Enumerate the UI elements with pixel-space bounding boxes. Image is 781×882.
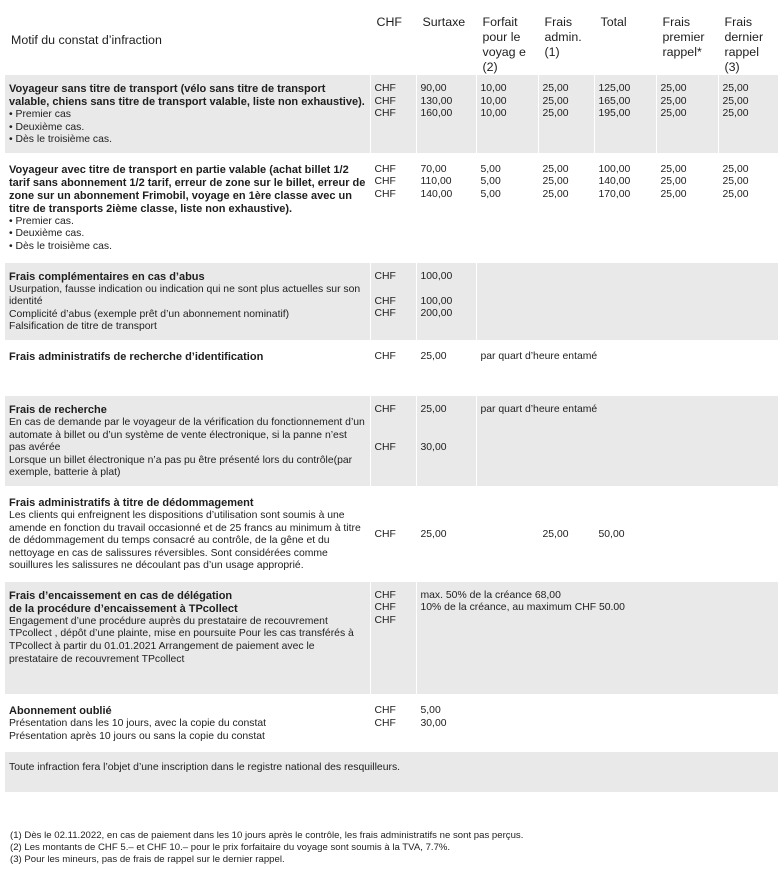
total-value: 100,00 [598, 163, 631, 175]
surtaxe-value: 140,00 [420, 188, 453, 200]
row-title: Frais d’encaissement en cas de délégation [9, 589, 233, 602]
chf-cell [370, 697, 416, 749]
chf-value: CHF [374, 615, 396, 627]
admin-value: 25,00 [542, 95, 569, 107]
case-label: • Deuxième cas. [9, 228, 85, 240]
row-title: Frais complémentaires en cas d’abus [9, 270, 205, 283]
surtaxe-value: 100,00 [420, 270, 453, 282]
row-abus [5, 263, 778, 340]
footnote-2: (2) Les montants de CHF 5.– et CHF 10.– pour le prix forfaitaire du voyage sont soumis à la TVA, 7.7%. [10, 841, 451, 853]
rappel2-cell [718, 489, 778, 579]
row-identification [5, 343, 778, 393]
total-cell [594, 156, 656, 260]
total-value: 165,00 [598, 95, 631, 107]
row-registre [5, 752, 778, 792]
tariff-table [5, 5, 778, 792]
surtaxe-value: 30,00 [420, 441, 447, 453]
motif-cell [5, 343, 370, 393]
rappel2-cell [718, 156, 778, 260]
admin-value: 25,00 [542, 188, 569, 200]
row-title: Voyageur sans titre de transport (vélo sans titre de transport valable, chiens sans titre de transport valable, liste non exhaustive). [9, 83, 365, 108]
motif-cell [5, 396, 370, 486]
rappel1-value: 25,00 [660, 95, 687, 107]
chf-value: CHF [374, 441, 396, 453]
chf-value: CHF [374, 403, 396, 415]
forfait-value: 10,00 [480, 83, 507, 94]
total-value: 195,00 [598, 108, 631, 120]
total-value: 170,00 [598, 188, 631, 200]
chf-cell [370, 75, 416, 153]
admin-cell [538, 156, 594, 260]
chf-value: CHF [374, 350, 396, 362]
row-description: Les clients qui enfreignent les dispositions d’utilisation sont soumis à une amende en fonction du travail occasionné et de 25 francs au minimum à titre de dédommagement du temps consacré au contrôle, de la gêne et du nettoyage en cas de salissures réversibles. Sont considérées comme souillures les salissures ne découlant pas d’un usage approprié. [9, 509, 361, 572]
chf-value: CHF [374, 83, 396, 94]
empty-cell [476, 263, 778, 340]
chf-value: CHF [374, 95, 396, 107]
rappel1-value: 25,00 [660, 163, 687, 175]
surtaxe-cell [416, 75, 476, 153]
header-surtaxe: Surtaxe [416, 5, 476, 75]
item-label: Présentation après 10 jours ou sans la copie du constat [9, 730, 265, 742]
rappel1-cell [656, 75, 718, 153]
header-premier-rappel: Frais premier rappel* [656, 5, 718, 75]
note-cell [476, 396, 778, 486]
surtaxe-cell [416, 156, 476, 260]
chf-value: CHF [374, 528, 396, 540]
chf-cell [370, 156, 416, 260]
rappel2-value: 25,00 [722, 163, 749, 175]
row-title: Abonnement oublié [9, 705, 112, 718]
surtaxe-value: 100,00 [420, 295, 453, 307]
rappel1-value: 25,00 [660, 83, 687, 94]
forfait-cell [476, 489, 538, 579]
surtaxe-value: 30,00 [420, 717, 447, 729]
motif-cell [5, 75, 370, 153]
chf-value: CHF [374, 295, 396, 307]
chf-cell [370, 582, 416, 694]
case-label: • Dès le troisième cas. [9, 240, 112, 252]
header-total: Total [594, 5, 656, 75]
forfait-value: 10,00 [480, 95, 507, 107]
admin-value: 25,00 [542, 528, 569, 540]
empty-cell [476, 697, 778, 749]
surtaxe-value: 110,00 [420, 176, 452, 188]
surtaxe-value: 90,00 [420, 83, 447, 94]
row-recherche [5, 396, 778, 486]
admin-cell [538, 75, 594, 153]
surtaxe-value: 70,00 [420, 163, 447, 175]
item-label: Falsification de titre de transport [9, 321, 157, 333]
chf-cell [370, 396, 416, 486]
case-label: • Deuxième cas. [9, 121, 85, 133]
header-motif: Motif du constat d’infraction [5, 5, 370, 75]
header-chf: CHF [370, 5, 416, 75]
item-label: Présentation dans les 10 jours, avec la copie du constat [9, 718, 267, 730]
rappel1-value: 25,00 [660, 108, 687, 120]
row-title: de la procédure d’encaissement à TPcollect [9, 602, 238, 615]
chf-value: CHF [374, 176, 396, 188]
forfait-value: 5,00 [480, 188, 501, 200]
total-cell [594, 75, 656, 153]
total-value: 140,00 [598, 176, 631, 188]
note-cell [476, 343, 778, 393]
surtaxe-value: 200,00 [420, 308, 453, 320]
chf-value: CHF [374, 270, 396, 282]
row-encaissement [5, 582, 778, 694]
unit-note: par quart d’heure entamé [480, 403, 598, 415]
case-label: • Dès le troisième cas. [9, 134, 112, 146]
admin-value: 25,00 [542, 83, 569, 94]
case-label: • Premier cas [9, 109, 71, 120]
footnotes [10, 830, 770, 865]
forfait-value: 5,00 [480, 176, 501, 188]
surtaxe-cell [416, 489, 476, 579]
rappel1-cell [656, 489, 718, 579]
total-value: 125,00 [598, 83, 631, 94]
forfait-value: 10,00 [480, 108, 507, 120]
row-title: Frais administratifs à titre de dédommagement [9, 496, 254, 509]
chf-cell [370, 263, 416, 340]
surtaxe-value: 130,00 [420, 95, 453, 107]
chf-value: CHF [374, 717, 396, 729]
surtaxe-value: 25,00 [420, 350, 447, 362]
chf-value: CHF [374, 705, 396, 717]
rappel2-value: 25,00 [722, 188, 749, 200]
rappel1-value: 25,00 [660, 188, 687, 200]
row-dedommagement [5, 489, 778, 579]
forfait-cell [476, 75, 538, 153]
row-description: Engagement d’une procédure auprès du prestataire de recouvrement TPcollect , dépôt d’une plainte, mise en poursuite Pour les cas transférés à TPcollect à partir du 01.01.2021 Arrangement de paiement avec le prestataire de recouvrement TPcollect [9, 615, 354, 665]
surtaxe-value: 25,00 [420, 528, 447, 540]
chf-value: CHF [374, 308, 396, 320]
surtaxe-cell [416, 343, 476, 393]
rappel2-cell [718, 75, 778, 153]
surtaxe-cell [416, 263, 476, 340]
registre-note: Toute infraction fera l’objet d’une inscription dans le registre national des resquilleurs. [5, 752, 778, 792]
rappel2-value: 25,00 [722, 83, 749, 94]
total-value: 50,00 [598, 528, 625, 540]
row-sans-titre [5, 75, 778, 153]
chf-value: CHF [374, 589, 396, 601]
chf-value: CHF [374, 108, 396, 120]
admin-value: 25,00 [542, 108, 569, 120]
surtaxe-value: 25,00 [420, 403, 447, 415]
row-partiel [5, 156, 778, 260]
row-title: Frais de recherche [9, 403, 107, 416]
chf-value: CHF [374, 602, 396, 614]
item-label: Usurpation, fausse indication ou indication qui ne sont plus actuelles sur son identité [9, 283, 361, 308]
unit-note: par quart d’heure entamé [480, 350, 598, 362]
surtaxe-value: 160,00 [420, 108, 453, 120]
motif-cell [5, 489, 370, 579]
chf-cell [370, 489, 416, 579]
admin-value: 25,00 [542, 163, 569, 175]
encaissement-note: 10% de la créance, au maximum CHF 50.00 [420, 602, 625, 614]
rappel1-value: 25,00 [660, 176, 687, 188]
header-dernier-rappel: Frais dernier rappel (3) [718, 5, 778, 75]
header-forfait: Forfait pour le voyag e (2) [476, 5, 538, 75]
chf-value: CHF [374, 188, 396, 200]
header-row [5, 5, 778, 75]
forfait-value: 5,00 [480, 163, 501, 175]
surtaxe-cell [416, 396, 476, 486]
chf-cell [370, 343, 416, 393]
motif-cell [5, 697, 370, 749]
surtaxe-cell [416, 697, 476, 749]
item-label: Complicité d’abus (exemple prêt d’un abonnement nominatif) [9, 308, 290, 320]
forfait-cell [476, 156, 538, 260]
row-title: Voyageur avec titre de transport en partie valable (achat billet 1/2 tarif sans abonnement 1/2 tarif, erreur de zone sur le billet, erreur de zone sur un abonnement Frimobil, voyage en 1ère classe avec un titre de transports 2ième classe, liste non exhaustive). [9, 163, 366, 215]
admin-value: 25,00 [542, 176, 569, 188]
item-label: En cas de demande par le voyageur de la vérification du fonctionnement d’un automate à billet ou d’un système de vente électronique, si la panne n’est pas avérée [9, 416, 365, 454]
header-frais-admin: Frais admin. (1) [538, 5, 594, 75]
footnote-1: (1) Dès le 02.11.2022, en cas de paiement dans les 10 jours après le contrôle, les frais administratifs ne sont pas perçus. [10, 830, 524, 841]
motif-cell [5, 156, 370, 260]
admin-cell [538, 489, 594, 579]
note-cell [416, 582, 778, 694]
rappel2-value: 25,00 [722, 108, 749, 120]
chf-value: CHF [374, 163, 396, 175]
motif-cell [5, 263, 370, 340]
footnote-3: (3) Pour les mineurs, pas de frais de rappel sur le dernier rappel. [10, 853, 285, 865]
encaissement-note: max. 50% de la créance 68,00 [420, 589, 561, 601]
surtaxe-value: 5,00 [420, 705, 441, 717]
item-label: Lorsque un billet électronique n’a pas pu être présenté lors du contrôle(par exemple, batterie à plat) [9, 454, 353, 479]
rappel2-value: 25,00 [722, 95, 749, 107]
case-label: • Premier cas. [9, 215, 74, 227]
row-title: Frais administratifs de recherche d’identification [9, 350, 264, 363]
total-cell [594, 489, 656, 579]
row-oublie [5, 697, 778, 749]
rappel2-value: 25,00 [722, 176, 749, 188]
rappel1-cell [656, 156, 718, 260]
motif-cell [5, 582, 370, 694]
